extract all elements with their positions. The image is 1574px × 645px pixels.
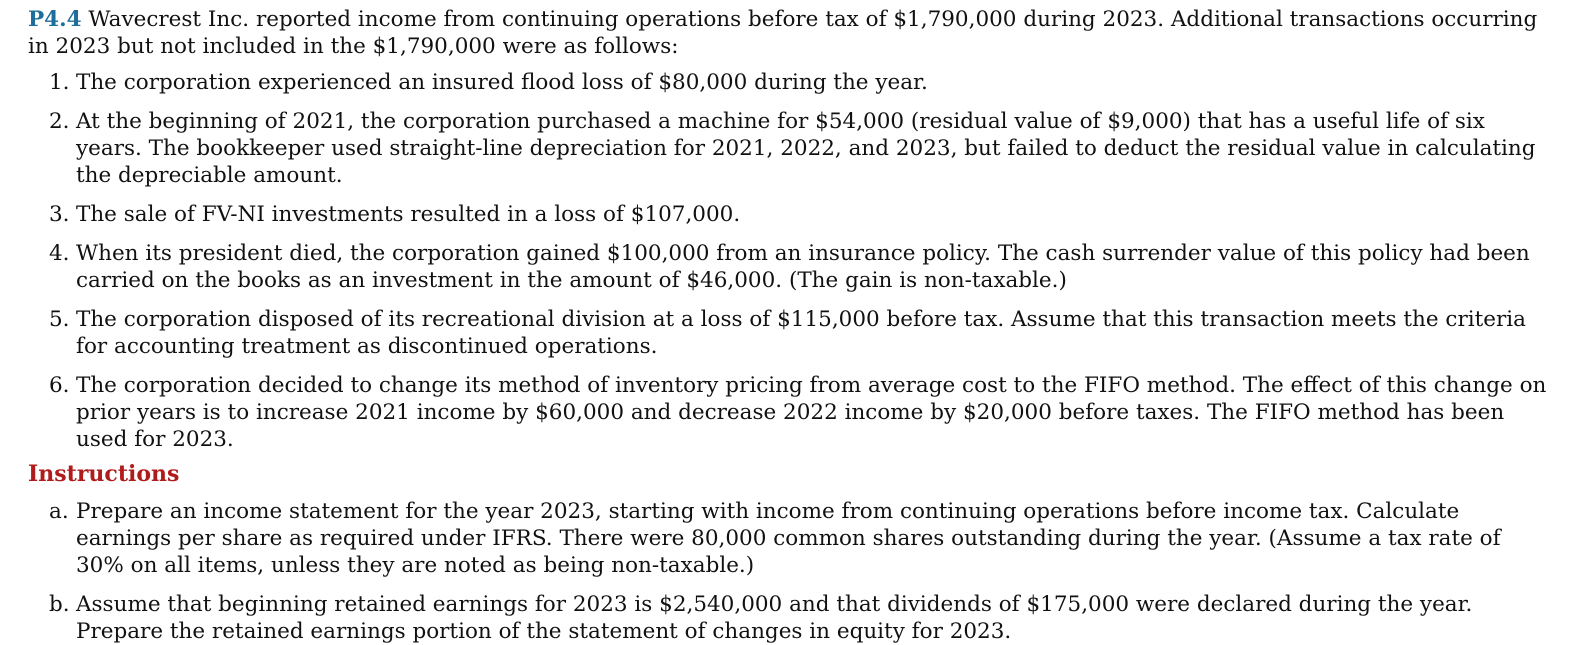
problem-id: P4.4 bbox=[28, 7, 82, 32]
instruction-item bbox=[28, 498, 1554, 579]
list-item-number: 3. bbox=[49, 202, 70, 227]
list-item-number: 2. bbox=[49, 109, 70, 134]
list-item bbox=[28, 306, 1554, 360]
list-item-text: The sale of FV-NI investments resulted in a loss of $107,000. bbox=[76, 202, 741, 227]
list-item-number: 6. bbox=[49, 373, 70, 398]
instruction-item-letter: b. bbox=[49, 592, 70, 617]
list-item-text: The corporation experienced an insured flood loss of $80,000 during the year. bbox=[76, 70, 928, 95]
list-item bbox=[28, 108, 1554, 189]
instruction-item-text: Assume that beginning retained earnings for 2023 is $2,540,000 and that dividends of $175,000 were declared during the year. Prepare the retained earnings portion of the statement of changes in equity for 2023. bbox=[76, 592, 1473, 644]
list-item-number: 5. bbox=[49, 307, 70, 332]
instruction-item-letter: a. bbox=[49, 499, 69, 524]
problem-intro-text: Wavecrest Inc. reported income from continuing operations before tax of $1,790,000 during 2023. Additional transactions occurring in 2023 but not included in the $1,790,000 were as follows: bbox=[28, 7, 1538, 59]
instructions-heading: Instructions bbox=[28, 461, 180, 487]
list-item-text: The corporation disposed of its recreational division at a loss of $115,000 before tax. Assume that this transaction meets the criteria for accounting treatment as discontinued operations. bbox=[76, 307, 1526, 359]
instruction-item-text: Prepare an income statement for the year 2023, starting with income from continuing operations before income tax. Calculate earnings per share as required under IFRS. There were 80,000 common shares outstanding during the year. (Assume a tax rate of 30% on all items, unless they are noted as being non-taxable.) bbox=[76, 499, 1501, 578]
list-item bbox=[28, 69, 1554, 96]
list-item bbox=[28, 240, 1554, 294]
transactions-list bbox=[28, 69, 1554, 453]
list-item-number: 1. bbox=[49, 70, 70, 95]
list-item bbox=[28, 372, 1554, 453]
problem-intro bbox=[28, 6, 1554, 60]
list-item-text: The corporation decided to change its method of inventory pricing from average cost to the FIFO method. The effect of this change on prior years is to increase 2021 income by $60,000 and decrease 2022 income by $20,000 before taxes. The FIFO method has been used for 2023. bbox=[76, 373, 1547, 452]
list-item bbox=[28, 201, 1554, 228]
list-item-text: When its president died, the corporation gained $100,000 from an insurance policy. The cash surrender value of this policy had been carried on the books as an investment in the amount of $46,000. (The gain is non-taxable.) bbox=[76, 241, 1530, 293]
list-item-text: At the beginning of 2021, the corporation purchased a machine for $54,000 (residual value of $9,000) that has a useful life of six years. The bookkeeper used straight-line depreciation for 2021, 2022, and 2023, but failed to deduct the residual value in calculating the depreciable amount. bbox=[76, 109, 1536, 188]
instructions-list bbox=[28, 498, 1554, 645]
instruction-item bbox=[28, 591, 1554, 645]
list-item-number: 4. bbox=[49, 241, 70, 266]
